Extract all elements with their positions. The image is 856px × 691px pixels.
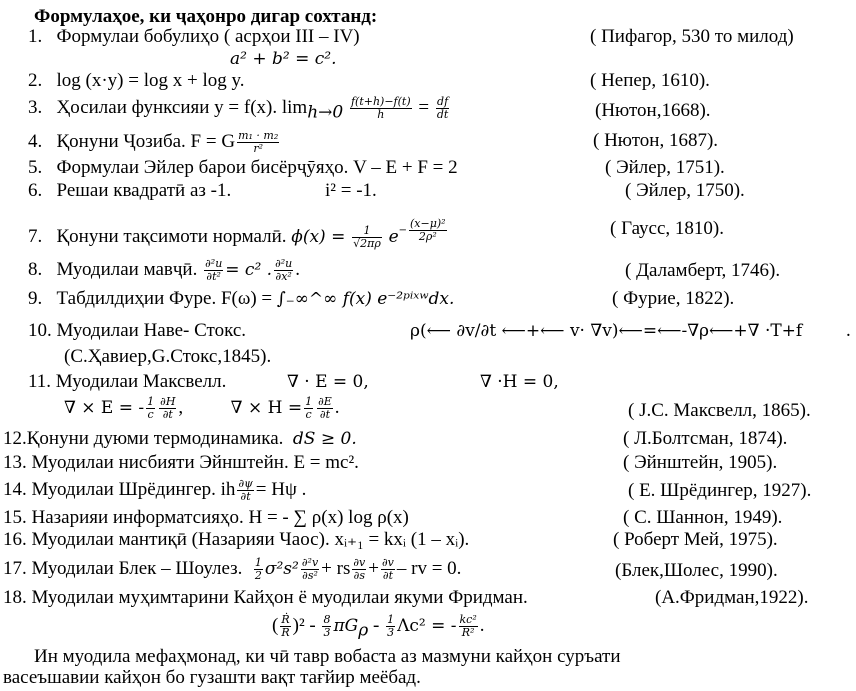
one-over-c: $\frac{1}{c}$ [147, 395, 155, 421]
wave-lhs-fraction: $\frac{\text{∂²u}}{\text{∂t²}}$ [205, 257, 223, 283]
item-source: ( Эйлер, 1751). [605, 157, 725, 178]
item-text: Табдилдиҳии Фуре. F(ω) = [56, 288, 273, 309]
formula-item-5 [28, 157, 458, 179]
friedman-formula [272, 614, 485, 642]
phi-lhs: ϕ(x) = [291, 227, 346, 247]
fourier-integral: ∫₋∞^∞ f(x) e⁻²ᵖⁱˣʷdx. [276, 289, 455, 309]
entropy-formula: dS ≥ 0. [292, 429, 357, 449]
item-text: Муодилаи Шрёдингер. ih [31, 478, 236, 500]
item-source: ( Л.Болтсман, 1874). [623, 428, 788, 449]
item-text: Назарияи информатсияҳо. H = - ∑ ρ(x) log ρ(x) [31, 507, 409, 528]
one-half: $\frac{1}{2}$ [254, 556, 262, 582]
maxwell-div-e: ∇ · E = 0, [287, 372, 369, 392]
formula-item-2 [28, 70, 245, 92]
lim-symbol: lim [281, 96, 308, 118]
close-paren: )² - [292, 614, 316, 636]
item-number: 14. [3, 478, 27, 500]
item-text: Решаи квадратӣ аз -1. [56, 180, 232, 201]
item-number: 8. [28, 258, 43, 280]
item-text: Муодилаи нисбияти Эйнштейн. E = mc². [31, 452, 359, 473]
wave-end: . [295, 258, 301, 280]
equals-sign: = [418, 96, 430, 118]
item-source: ( Непер, 1610). [590, 70, 710, 91]
item-source: ( Даламберт, 1746). [625, 260, 781, 281]
wave-rhs-fraction: $\frac{\text{∂²u}}{\text{∂x²}}$ [275, 257, 293, 283]
item-text: Муодилаи Блек – Шоулез. [31, 557, 243, 579]
lambda-term: Λc² = - [397, 615, 457, 636]
item-source: ( Роберт Мей, 1975). [613, 529, 778, 550]
item-text: Муодилаи мавҷӣ. [56, 258, 198, 280]
item-source: ( Нютон, 1687). [593, 130, 719, 151]
dh-dt: $\frac{\partial H}{\partial t}$ [160, 395, 176, 421]
item-source: ( Пифагор, 530 то милод) [590, 26, 794, 47]
open-paren: ( [272, 614, 279, 636]
item-number: 17. [3, 557, 27, 579]
item-text: Формулаи бобулиҳо ( асрҳои III – IV) [56, 26, 360, 47]
dv-dt: $\frac{\partial v}{\partial t}$ [381, 556, 394, 582]
formula-item-3 [28, 96, 451, 124]
footer-line-1: Ин муодила мефаҳмонад, ки чӣ тавр вобаста аз мазмуни кайҳон суръати [34, 646, 621, 667]
formula-item-7 [28, 218, 449, 250]
item-source: ( Гаусс, 1810). [610, 218, 724, 239]
comma: , [178, 396, 184, 418]
item-number: 3. [28, 96, 43, 118]
formula-item-14 [3, 478, 306, 503]
final-period: . [479, 614, 485, 636]
item-source: ( J.C. Максвелл, 1865). [628, 400, 811, 421]
one-over-c: $\frac{1}{c}$ [305, 395, 313, 421]
rdot-over-r: $\frac{\text{Ṙ}}{R}$ [281, 613, 290, 639]
item-number: 9. [28, 288, 43, 309]
item-source: ( Фурие, 1822). [612, 288, 735, 309]
item-source: (Нютон,1668). [595, 100, 711, 121]
dv-ds: $\frac{\partial v}{\partial s}$ [353, 556, 366, 582]
item-source: ( С. Шаннон, 1949). [623, 507, 783, 528]
item-text: Муодилаи муҳимтарини Кайҳон ё муодилаи якуми Фридман. [31, 587, 528, 608]
maxwell-curl-h: ∇ × H = [230, 397, 303, 418]
item-text: Муодилаи Максвелл. [55, 371, 227, 392]
formula-item-13 [3, 452, 359, 474]
formula-item-1 [28, 26, 360, 48]
item-text: log (x·y) = log x + log y. [56, 70, 245, 91]
item-number: 5. [28, 157, 43, 178]
period: . [334, 396, 340, 418]
de-dt: $\frac{\partial E}{\partial t}$ [318, 395, 332, 421]
item-number: 11. [28, 371, 52, 392]
gauss-exponent: − $\frac{\text{(x−μ)²}}{\text{2ρ²}}$ [398, 217, 446, 243]
item-number: 15. [3, 507, 27, 528]
item-text: Қонуни тақсимоти нормалӣ. [56, 226, 287, 247]
bs-term-b: + rs [321, 557, 351, 579]
item-number: 16. [3, 529, 27, 550]
item-number: 10. [28, 320, 52, 341]
item-number: 6. [28, 180, 43, 201]
maxwell-curl-e: ∇ × E = - [64, 397, 145, 418]
lim-subscript: h→0 [307, 102, 344, 123]
item-text: Қонуни Ҷозиба. F = G [56, 130, 236, 152]
minus-sign: - [373, 614, 380, 636]
item-source: ( Эйлер, 1750). [625, 180, 745, 201]
item-number: 7. [28, 226, 43, 247]
item-source: (А.Фридман,1922). [655, 587, 809, 608]
footer-line-2: васеъшавии кайҳон бо гузашти вақт тағйир меёбад. [3, 667, 421, 688]
exp-base: e [388, 227, 399, 247]
df-dt-fraction: $\frac{df}{dt}$ [436, 95, 449, 121]
item-number: 13. [3, 452, 27, 473]
item-number: 1. [28, 26, 43, 47]
item-number: 4. [28, 130, 43, 152]
maxwell-div-h: ∇ ·H = 0, [480, 372, 559, 392]
d2v-ds2: $\frac{\text{∂²v}}{\text{∂s²}}$ [301, 556, 319, 582]
schrodinger-rhs: = Hψ . [255, 478, 307, 500]
page-title: Формулаҳое, ки ҷаҳонро дигар сохтанд: [34, 6, 378, 27]
bs-term-d: – rv = 0. [396, 557, 462, 579]
formula-item-17 [3, 557, 461, 582]
bs-term-a: σ²s² [264, 558, 299, 579]
item-number: 18. [3, 587, 27, 608]
eight-thirds: $\frac{8}{3}$ [323, 613, 331, 639]
item-text: Ҳосилаи функсияи y = f(x). [56, 96, 278, 118]
trailing-dot: . [846, 320, 851, 341]
formula-item-16 [3, 529, 469, 551]
imaginary-unit-formula: i² = -1. [325, 180, 377, 201]
item-number: 2. [28, 70, 43, 91]
formula-item-6 [28, 180, 231, 202]
derivative-fraction: $\frac{f(t+h)-f(t)}{h}$ [350, 95, 411, 121]
gauss-coefficient: $\frac{1}{√2\pi\rho}$ [353, 224, 381, 251]
formula-item-9 [28, 288, 454, 310]
item-source: ( Эйнштейн, 1905). [623, 452, 778, 473]
item-text: Муодилаи мантиқӣ (Назарияи Чаос). xᵢ₊₁ = kxᵢ (1 – xᵢ). [31, 529, 470, 550]
item-text: Қонуни дуюми термодинамика. [26, 428, 284, 449]
one-third: $\frac{1}{3}$ [387, 613, 395, 639]
navier-stokes-source: (С.Ҳавиер,G.Стокс,1845). [64, 346, 272, 367]
pi-g: πG [333, 615, 359, 636]
wave-mid: = c² . [225, 259, 273, 280]
navier-stokes-formula: ρ(⟵ ∂v/∂t ⟵+⟵ v· ∇v)⟵=⟵-∇ρ⟵+∇ ·T+f [410, 321, 803, 341]
item-source: (Блек,Шолес, 1990). [615, 560, 778, 581]
item-number: 12. [3, 428, 27, 449]
rho-subscript: ρ [358, 620, 369, 641]
dpsi-dt: $\frac{\partial\psi}{\partial t}$ [238, 477, 253, 503]
formula-item-8 [28, 258, 300, 283]
formula-item-12 [3, 428, 357, 450]
item-text: Формулаи Эйлер барои бисёрҷӯяҳо. V – E + F = 2 [56, 157, 458, 178]
pythagoras-formula: a² + b² = c². [230, 49, 337, 69]
bs-term-c: + [368, 557, 379, 579]
formula-item-11 [28, 371, 226, 393]
formula-item-18 [3, 587, 528, 609]
formula-item-15 [3, 507, 409, 529]
item-source: ( Е. Шрёдингер, 1927). [628, 480, 812, 501]
maxwell-curl-line [64, 396, 340, 421]
item-text: Муодилаи Наве- Стокс. [56, 320, 247, 341]
formula-item-10 [28, 320, 246, 342]
kc2-over-r2: $\frac{\text{kc²}}{\text{R²}}$ [459, 613, 477, 639]
gravity-fraction: $\frac{\text{m₁ · m₂}}{\text{r²}}$ [238, 129, 279, 155]
formula-item-4 [28, 130, 281, 155]
